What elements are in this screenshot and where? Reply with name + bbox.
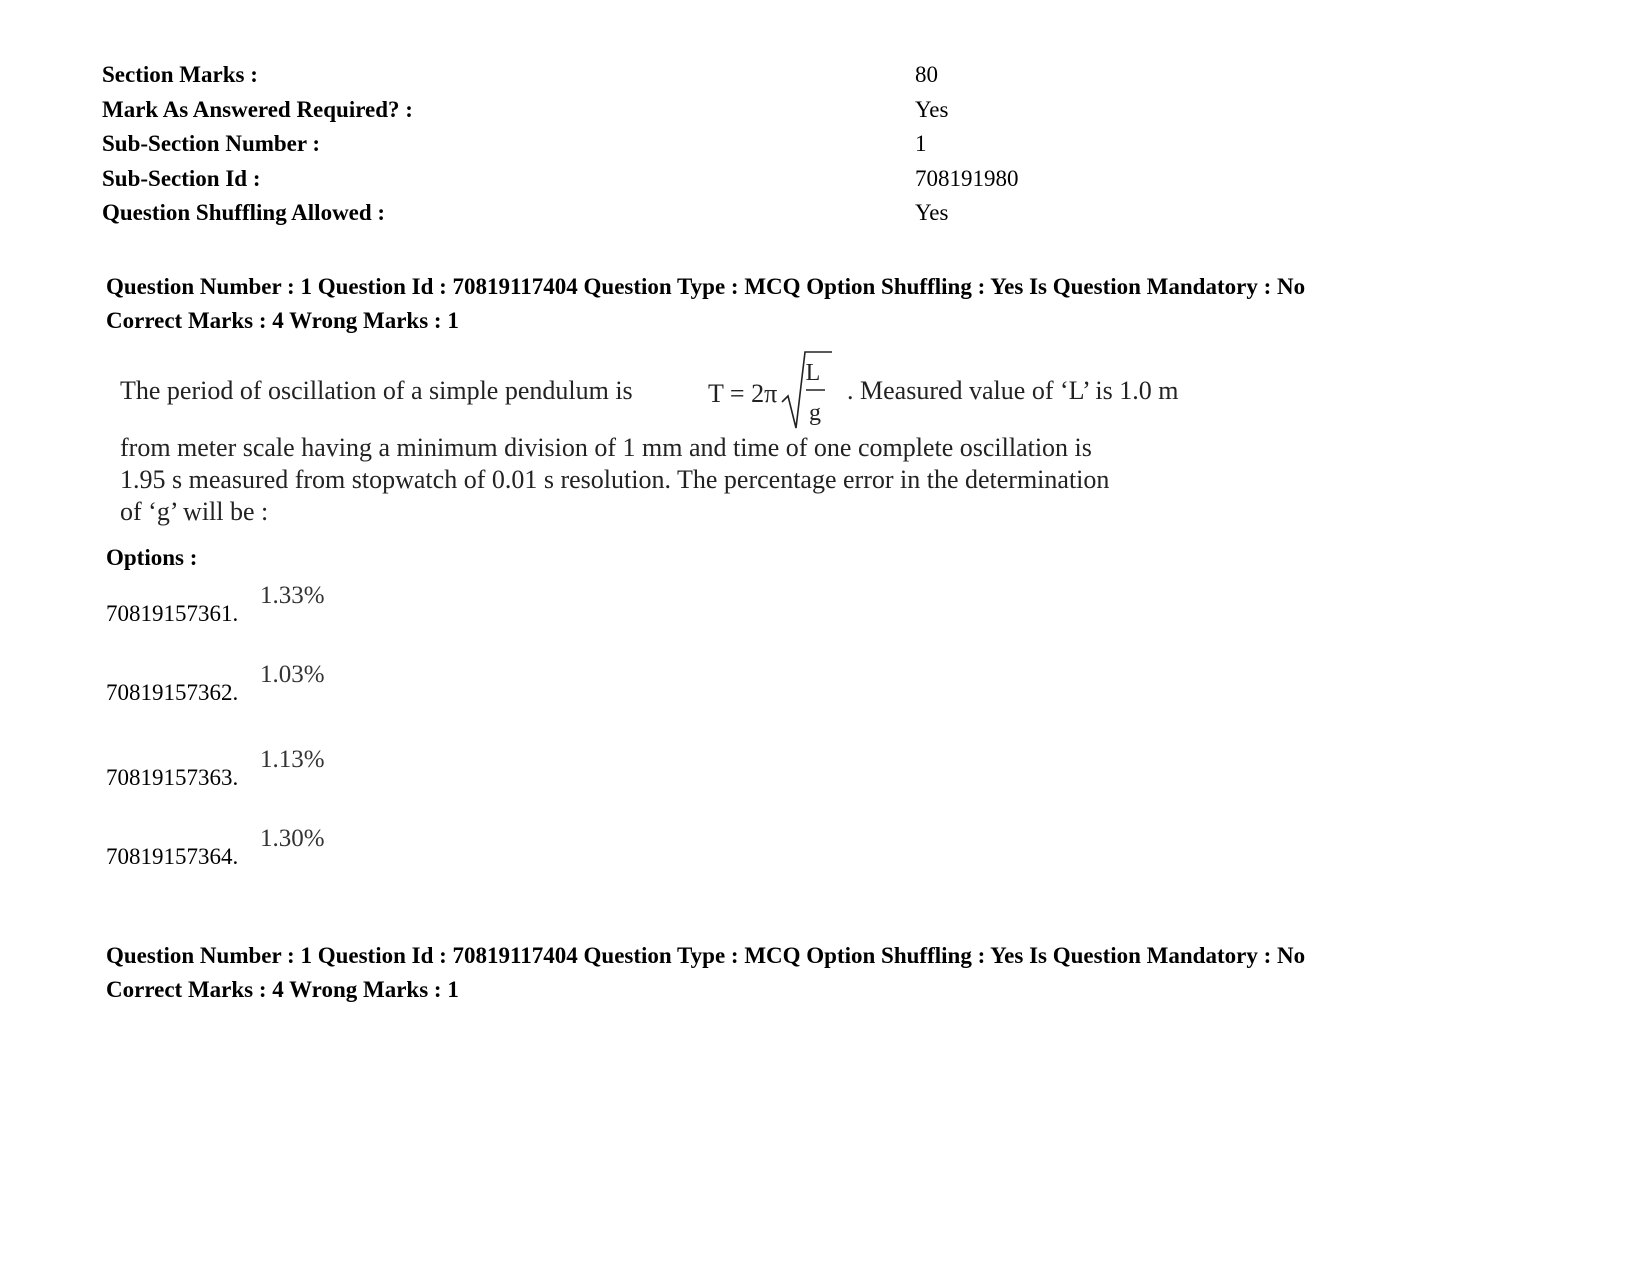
formula-denominator: g (809, 400, 821, 426)
option-id: 70819157362. (106, 680, 239, 705)
next-question-header-line2: Correct Marks : 4 Wrong Marks : 1 (106, 977, 459, 1002)
question-line-formula (120, 346, 1220, 430)
question-text-part2: . Measured value of ‘L’ is 1.0 m (847, 376, 1179, 405)
meta-label: Sub-Section Number : (102, 131, 321, 156)
option-value: 1.13% (260, 746, 325, 773)
meta-value: Yes (915, 200, 949, 225)
meta-value: 80 (915, 62, 938, 87)
meta-value: 708191980 (915, 165, 1019, 191)
meta-label: Sub-Section Id : (102, 165, 261, 191)
question-text-line2: from meter scale having a minimum division of 1 mm and time of one complete oscillation is (120, 433, 1092, 462)
option-value: 1.03% (260, 661, 325, 688)
meta-label: Question Shuffling Allowed : (102, 200, 386, 225)
formula-numerator: L (805, 360, 821, 386)
option-id: 70819157364. (106, 844, 239, 869)
option-id: 70819157363. (106, 765, 239, 790)
option-value: 1.33% (260, 582, 325, 609)
meta-label: Section Marks : (102, 62, 258, 87)
option-id: 70819157361. (106, 601, 239, 626)
meta-label: Mark As Answered Required? : (102, 96, 413, 122)
question-header-line2: Correct Marks : 4 Wrong Marks : 1 (106, 308, 459, 333)
meta-value: Yes (915, 96, 949, 122)
meta-value: 1 (915, 131, 927, 156)
question-text-line3: 1.95 s measured from stopwatch of 0.01 s resolution. The percentage error in the determination (120, 465, 1110, 494)
next-question-header (106, 939, 1305, 1007)
option-value: 1.30% (260, 825, 325, 852)
question-text (120, 346, 1220, 528)
formula-lhs: T = 2π (708, 379, 778, 408)
question-text-rest (120, 432, 1220, 528)
question-text-line4: of ‘g’ will be : (120, 497, 269, 526)
question-text-part1: The period of oscillation of a simple pendulum is (120, 376, 633, 405)
next-question-header-line1: Question Number : 1 Question Id : 70819117404 Question Type : MCQ Option Shuffling : Yes Is Question Mandatory : No (106, 943, 1306, 968)
question-header-line1: Question Number : 1 Question Id : 70819117404 Question Type : MCQ Option Shuffling : Yes Is Question Mandatory : No (106, 274, 1306, 299)
question-header (106, 270, 1305, 338)
options-label: Options : (106, 545, 198, 570)
